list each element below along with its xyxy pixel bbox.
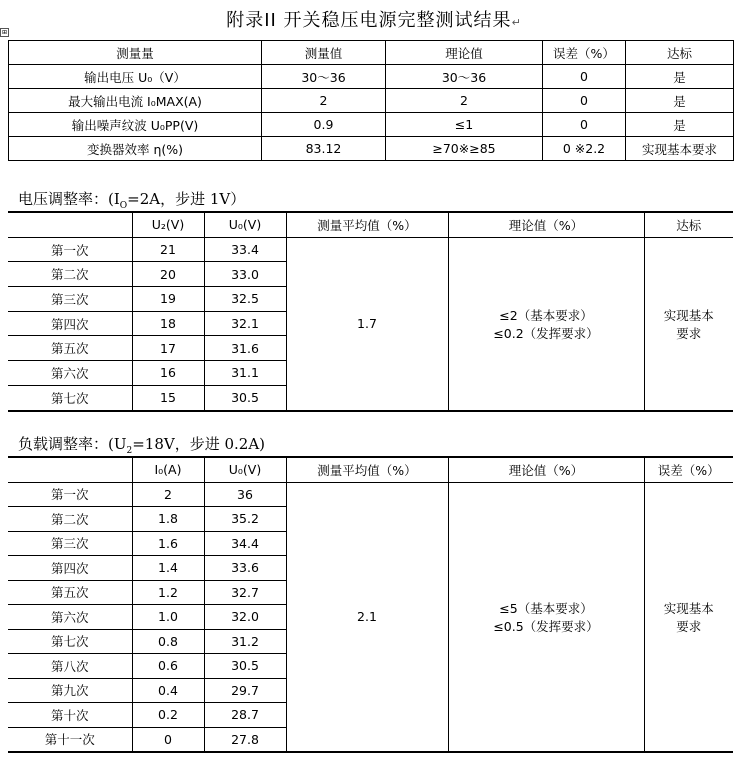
table-cell: ≤1 (386, 113, 543, 137)
table-cell: 第七次 (8, 629, 132, 654)
table-cell: 输出电压 U₀（V） (9, 65, 262, 89)
pass-line: 实现基本 (663, 600, 714, 616)
header-cell: 理论值（%） (448, 212, 644, 237)
table-cell: 31.1 (204, 361, 286, 386)
table-cell: 第一次 (8, 482, 132, 507)
header-cell: U₀(V) (204, 457, 286, 482)
table-cell: 第二次 (8, 507, 132, 532)
table-cell: 第十次 (8, 703, 132, 728)
table-cell: 83.12 (262, 137, 386, 161)
table-cell: 15 (132, 385, 204, 410)
voltage-section-heading: 电压调整率：($I_O=2A$，步进 1V） (18, 190, 246, 211)
table-cell: 0.4 (132, 678, 204, 703)
table-cell: 变换器效率 η(%) (9, 137, 262, 161)
voltage-header-row (8, 212, 733, 237)
table-cell: 1.0 (132, 605, 204, 630)
summary-table (8, 40, 734, 161)
table-cell: 第三次 (8, 531, 132, 556)
theory-cell (448, 482, 644, 752)
pass-line: 要求 (676, 325, 702, 341)
paragraph-mark: ↵ (511, 16, 522, 29)
table-cell: 16 (132, 361, 204, 386)
table-cell: 第六次 (8, 361, 132, 386)
average-cell: 1.7 (286, 237, 448, 410)
table-cell: 第八次 (8, 654, 132, 679)
table-cell: 第四次 (8, 311, 132, 336)
table-cell: 0 (132, 727, 204, 752)
header-cell: U₂(V) (132, 212, 204, 237)
table-anchor-icon[interactable]: ⊞ (1, 29, 8, 36)
table-cell: 1.8 (132, 507, 204, 532)
header-cell: 测量量 (9, 41, 262, 65)
header-cell: 理论值（%） (448, 457, 644, 482)
table-cell: 30.5 (204, 385, 286, 410)
table-cell: 21 (132, 237, 204, 262)
table-row (8, 482, 733, 507)
table-cell: 18 (132, 311, 204, 336)
header-cell: U₀(V) (204, 212, 286, 237)
table-row (8, 237, 733, 262)
average-cell: 2.1 (286, 482, 448, 752)
table-cell: 第九次 (8, 678, 132, 703)
table-cell: 30～36 (262, 65, 386, 89)
table-cell: 第二次 (8, 262, 132, 287)
table-cell: 第五次 (8, 336, 132, 361)
table-cell: 35.2 (204, 507, 286, 532)
table-cell: 0 (543, 113, 626, 137)
load-regulation-table (8, 456, 733, 753)
header-cell: 理论值 (386, 41, 543, 65)
table-cell: 第六次 (8, 605, 132, 630)
header-cell: I₀(A) (132, 457, 204, 482)
table-cell: 第三次 (8, 287, 132, 312)
table-cell: 31.2 (204, 629, 286, 654)
pass-cell (644, 482, 733, 752)
table-cell: 是 (626, 65, 734, 89)
table-cell: 32.0 (204, 605, 286, 630)
table-cell: 32.7 (204, 580, 286, 605)
table-row (9, 65, 734, 89)
table-cell: 是 (626, 113, 734, 137)
header-cell: 测量平均值（%） (286, 457, 448, 482)
table-cell: 0 (543, 65, 626, 89)
table-cell: 第七次 (8, 385, 132, 410)
table-row (9, 89, 734, 113)
table-cell: 0.2 (132, 703, 204, 728)
table-cell: 28.7 (204, 703, 286, 728)
header-cell: 测量平均值（%） (286, 212, 448, 237)
table-cell: 1.6 (132, 531, 204, 556)
table-cell: ≥70※≥85 (386, 137, 543, 161)
table-cell: 30.5 (204, 654, 286, 679)
table-cell: 第一次 (8, 237, 132, 262)
header-cell: 测量值 (262, 41, 386, 65)
page-title: 附录II 开关稳压电源完整测试结果↵ (226, 10, 522, 31)
pass-line: 要求 (676, 618, 702, 634)
load-section-heading: 负载调整率：($U_2=18V$，步进 0.2A) (18, 435, 266, 456)
table-cell: 34.4 (204, 531, 286, 556)
table-cell: 实现基本要求 (626, 137, 734, 161)
table-cell: 最大输出电流 I₀MAX(A) (9, 89, 262, 113)
theory-cell (448, 237, 644, 410)
table-cell: 第四次 (8, 556, 132, 581)
table-cell: 19 (132, 287, 204, 312)
header-cell (8, 212, 132, 237)
table-cell: 0 ※2.2 (543, 137, 626, 161)
table-cell: 32.1 (204, 311, 286, 336)
theory-line: ≤0.2（发挥要求） (493, 325, 599, 341)
table-row (9, 137, 734, 161)
table-cell: 第五次 (8, 580, 132, 605)
table-cell: 20 (132, 262, 204, 287)
table-cell: 0 (543, 89, 626, 113)
header-cell: 误差（%） (543, 41, 626, 65)
theory-line: ≤2（基本要求） (499, 307, 593, 323)
header-cell: 达标 (644, 212, 733, 237)
table-cell: 0.6 (132, 654, 204, 679)
table-cell: 1.2 (132, 580, 204, 605)
theory-line: ≤5（基本要求） (499, 600, 593, 616)
pass-cell (644, 237, 733, 410)
table-cell: 0.8 (132, 629, 204, 654)
table-cell: 30～36 (386, 65, 543, 89)
table-cell: 33.4 (204, 237, 286, 262)
theory-line: ≤0.5（发挥要求） (493, 618, 599, 634)
table-cell: 33.0 (204, 262, 286, 287)
pass-line: 实现基本 (663, 307, 714, 323)
table-cell: 2 (386, 89, 543, 113)
header-cell: 误差（%） (644, 457, 733, 482)
table-cell: 是 (626, 89, 734, 113)
table-cell: 33.6 (204, 556, 286, 581)
table-cell: 1.4 (132, 556, 204, 581)
table-cell: 29.7 (204, 678, 286, 703)
header-cell: 达标 (626, 41, 734, 65)
table-cell: 27.8 (204, 727, 286, 752)
table-cell: 2 (262, 89, 386, 113)
table-cell: 输出噪声纹波 U₀PP(V) (9, 113, 262, 137)
table-cell: 36 (204, 482, 286, 507)
table-cell: 17 (132, 336, 204, 361)
summary-header-row (9, 41, 734, 65)
table-cell: 32.5 (204, 287, 286, 312)
voltage-regulation-table (8, 211, 733, 412)
table-cell: 2 (132, 482, 204, 507)
header-cell (8, 457, 132, 482)
table-cell: 0.9 (262, 113, 386, 137)
table-cell: 31.6 (204, 336, 286, 361)
table-cell: 第十一次 (8, 727, 132, 752)
load-header-row (8, 457, 733, 482)
table-row (9, 113, 734, 137)
